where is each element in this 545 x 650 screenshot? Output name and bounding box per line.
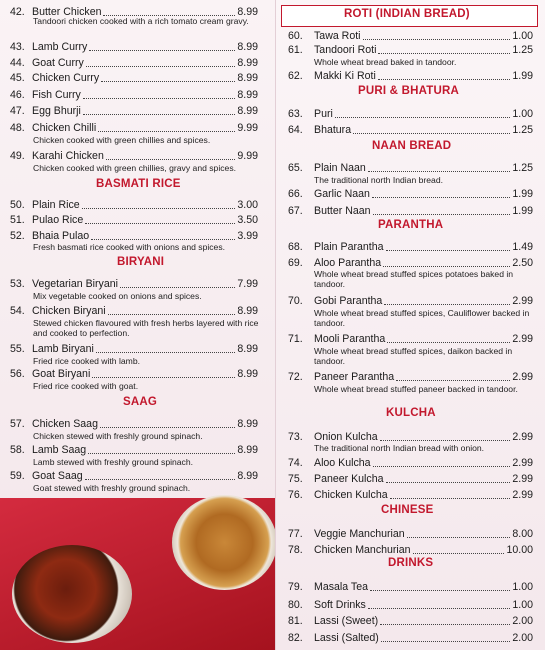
dotted-leader	[386, 482, 510, 483]
dotted-leader	[370, 590, 510, 591]
menu-item	[288, 544, 533, 556]
dotted-leader	[88, 453, 235, 454]
item-price: 8.99	[237, 305, 258, 317]
item-description: Chicken stewed with freshly ground spinach.	[33, 431, 203, 441]
item-name: Bhatura	[314, 124, 352, 136]
menu-item	[10, 72, 258, 84]
dotted-leader	[120, 287, 235, 288]
menu-item	[10, 214, 258, 226]
item-price: 1.99	[512, 188, 533, 200]
item-number: 61.	[288, 44, 303, 56]
item-number: 66.	[288, 188, 303, 200]
item-name: Chicken Curry	[32, 72, 100, 84]
item-number: 65.	[288, 162, 303, 174]
item-name: Karahi Chicken	[32, 150, 104, 162]
item-name: Onion Kulcha	[314, 431, 378, 443]
item-number: 49.	[10, 150, 25, 162]
item-number: 47.	[10, 105, 25, 117]
item-number: 69.	[288, 257, 303, 269]
item-price: 8.99	[237, 57, 258, 69]
menu-item	[288, 599, 533, 611]
dotted-leader	[85, 223, 235, 224]
item-number: 42.	[10, 6, 25, 18]
item-number: 78.	[288, 544, 303, 556]
item-number: 77.	[288, 528, 303, 540]
dotted-leader	[380, 440, 510, 441]
menu-item	[288, 124, 533, 136]
item-price: 1.25	[512, 44, 533, 56]
item-price: 3.50	[237, 214, 258, 226]
menu-item	[288, 528, 533, 540]
menu-item	[288, 615, 533, 627]
dotted-leader	[335, 117, 510, 118]
menu-item	[10, 41, 258, 53]
dotted-leader	[363, 39, 510, 40]
item-name: Chicken Chilli	[32, 122, 97, 134]
section-heading-roti: ROTI (INDIAN BREAD)	[344, 8, 470, 20]
menu-item	[10, 199, 258, 211]
dotted-leader	[353, 133, 510, 134]
section-heading-chinese: CHINESE	[381, 504, 434, 516]
item-price: 1.25	[512, 162, 533, 174]
menu-item	[10, 278, 258, 290]
dotted-leader	[373, 466, 510, 467]
item-number: 55.	[10, 343, 25, 355]
item-price: 1.00	[512, 599, 533, 611]
dotted-leader	[86, 66, 235, 67]
item-name: Masala Tea	[314, 581, 368, 593]
item-price: 8.99	[237, 6, 258, 18]
item-price: 2.99	[512, 431, 533, 443]
item-price: 1.00	[512, 108, 533, 120]
item-name: Soft Drinks	[314, 599, 366, 611]
item-description: Whole wheat bread stuffed spices, Cauliflower backed in tandoor.	[314, 308, 530, 328]
item-price: 8.99	[237, 343, 258, 355]
item-name: Chicken Biryani	[32, 305, 106, 317]
dotted-leader	[384, 304, 510, 305]
menu-item	[288, 473, 533, 485]
menu-item	[10, 444, 258, 456]
item-number: 73.	[288, 431, 303, 443]
item-name: Aloo Kulcha	[314, 457, 371, 469]
menu-item	[10, 122, 258, 134]
menu-item	[288, 70, 533, 82]
dotted-leader	[100, 427, 235, 428]
dotted-leader	[407, 537, 510, 538]
item-number: 44.	[10, 57, 25, 69]
dotted-leader	[85, 479, 235, 480]
menu-item	[288, 295, 533, 307]
item-description: Fried rice cooked with goat.	[33, 381, 139, 391]
item-number: 63.	[288, 108, 303, 120]
item-name: Pulao Rice	[32, 214, 84, 226]
item-price: 1.00	[512, 30, 533, 42]
dotted-leader	[82, 208, 235, 209]
item-price: 2.00	[512, 615, 533, 627]
item-price: 1.00	[512, 581, 533, 593]
item-number: 52.	[10, 230, 25, 242]
item-price: 8.99	[237, 470, 258, 482]
section-heading-puri: PURI & BHATURA	[358, 85, 459, 97]
menu-item	[10, 368, 258, 380]
item-name: Egg Bhurji	[32, 105, 81, 117]
item-number: 71.	[288, 333, 303, 345]
menu-item	[288, 205, 533, 217]
item-description: Mix vegetable cooked on onions and spices.	[33, 291, 202, 301]
menu-item	[10, 343, 258, 355]
item-name: Lamb Biryani	[32, 343, 94, 355]
item-name: Plain Parantha	[314, 241, 384, 253]
item-description: Fried rice cooked with lamb.	[33, 356, 140, 366]
item-number: 56.	[10, 368, 25, 380]
menu-item	[10, 305, 258, 317]
item-name: Plain Rice	[32, 199, 80, 211]
item-description: Tandoori chicken cooked with a rich tomato cream gravy.	[33, 16, 249, 26]
item-name: Goat Saag	[32, 470, 83, 482]
item-name: Vegetarian Biryani	[32, 278, 118, 290]
dotted-leader	[368, 608, 510, 609]
dotted-leader	[83, 98, 235, 99]
item-name: Lassi (Sweet)	[314, 615, 379, 627]
menu-item	[288, 457, 533, 469]
section-heading-kulcha: KULCHA	[386, 407, 436, 419]
item-price: 8.99	[237, 444, 258, 456]
dotted-leader	[380, 624, 510, 625]
item-price: 8.99	[237, 41, 258, 53]
biryani-dish-photo	[172, 495, 277, 590]
item-number: 51.	[10, 214, 25, 226]
dotted-leader	[89, 50, 235, 51]
item-price: 2.00	[512, 632, 533, 644]
item-number: 80.	[288, 599, 303, 611]
item-number: 50.	[10, 199, 25, 211]
dotted-leader	[108, 314, 235, 315]
item-number: 46.	[10, 89, 25, 101]
menu-item	[10, 418, 258, 430]
item-price: 9.99	[237, 150, 258, 162]
item-number: 48.	[10, 122, 25, 134]
menu-item	[288, 162, 533, 174]
item-price: 1.25	[512, 124, 533, 136]
menu-item	[10, 105, 258, 117]
item-price: 1.49	[512, 241, 533, 253]
item-number: 79.	[288, 581, 303, 593]
dotted-leader	[372, 197, 510, 198]
item-price: 2.99	[512, 333, 533, 345]
menu-item	[10, 470, 258, 482]
dotted-leader	[106, 159, 235, 160]
menu-item	[288, 108, 533, 120]
item-description: The traditional north Indian bread.	[314, 175, 443, 185]
item-name: Goat Biryani	[32, 368, 91, 380]
item-name: Paneer Kulcha	[314, 473, 384, 485]
item-name: Aloo Parantha	[314, 257, 382, 269]
menu-item	[10, 89, 258, 101]
menu-item	[10, 150, 258, 162]
item-name: Tandoori Roti	[314, 44, 377, 56]
item-description: Goat stewed with freshly ground spinach.	[33, 483, 191, 493]
item-name: Butter Naan	[314, 205, 371, 217]
item-price: 2.99	[512, 295, 533, 307]
dotted-leader	[373, 214, 510, 215]
menu-item	[288, 257, 533, 269]
section-heading-naan: NAAN BREAD	[372, 140, 452, 152]
item-number: 58.	[10, 444, 25, 456]
item-number: 76.	[288, 489, 303, 501]
item-description: The traditional north Indian bread with onion.	[314, 443, 485, 453]
item-name: Mooli Parantha	[314, 333, 386, 345]
menu-item	[288, 632, 533, 644]
item-price: 8.99	[237, 105, 258, 117]
item-number: 67.	[288, 205, 303, 217]
item-name: Gobi Parantha	[314, 295, 383, 307]
item-price: 2.99	[512, 489, 533, 501]
item-name: Bhaia Pulao	[32, 230, 90, 242]
item-number: 75.	[288, 473, 303, 485]
dotted-leader	[378, 79, 510, 80]
curry-dish-photo	[12, 545, 132, 643]
item-description: Stewed chicken flavoured with fresh herbs layered with rice and cooked to perfection.	[33, 318, 259, 338]
item-description: Whole wheat bread stuffed spices potatoes baked in tandoor.	[314, 269, 514, 289]
item-price: 2.99	[512, 371, 533, 383]
dotted-leader	[390, 498, 510, 499]
item-number: 43.	[10, 41, 25, 53]
item-number: 74.	[288, 457, 303, 469]
item-name: Veggie Manchurian	[314, 528, 405, 540]
dotted-leader	[91, 239, 235, 240]
dotted-leader	[396, 380, 510, 381]
section-heading-basmati: BASMATI RICE	[96, 178, 181, 190]
item-number: 72.	[288, 371, 303, 383]
menu-item	[288, 371, 533, 383]
item-name: Lassi (Salted)	[314, 632, 379, 644]
item-number: 45.	[10, 72, 25, 84]
section-heading-drinks: DRINKS	[388, 557, 434, 569]
item-name: Fish Curry	[32, 89, 81, 101]
menu-item	[10, 230, 258, 242]
item-number: 82.	[288, 632, 303, 644]
item-number: 57.	[10, 418, 25, 430]
item-price: 8.99	[237, 418, 258, 430]
dotted-leader	[83, 114, 235, 115]
menu-item	[288, 489, 533, 501]
item-name: Makki Ki Roti	[314, 70, 376, 82]
item-price: 1.99	[512, 205, 533, 217]
item-name: Puri	[314, 108, 333, 120]
menu-item	[288, 333, 533, 345]
menu-item	[288, 44, 533, 56]
item-description: Whole wheat bread stuffed spices, daikon backed in tandoor.	[314, 346, 513, 366]
dotted-leader	[383, 266, 510, 267]
item-number: 60.	[288, 30, 303, 42]
menu-item	[288, 431, 533, 443]
item-description: Fresh basmati rice cooked with onions and spices.	[33, 242, 226, 252]
item-name: Chicken Kulcha	[314, 489, 388, 501]
item-price: 7.99	[237, 278, 258, 290]
item-number: 53.	[10, 278, 25, 290]
item-name: Butter Chicken	[32, 6, 102, 18]
item-price: 3.00	[237, 199, 258, 211]
item-name: Chicken Manchurian	[314, 544, 411, 556]
section-heading-saag: SAAG	[123, 396, 158, 408]
item-name: Paneer Parantha	[314, 371, 395, 383]
item-number: 54.	[10, 305, 25, 317]
item-number: 62.	[288, 70, 303, 82]
item-price: 8.99	[237, 89, 258, 101]
item-name: Lamb Curry	[32, 41, 88, 53]
item-number: 81.	[288, 615, 303, 627]
right-menu-column	[275, 0, 545, 650]
item-price: 1.99	[512, 70, 533, 82]
item-price: 2.50	[512, 257, 533, 269]
dotted-leader	[387, 342, 510, 343]
menu-item	[288, 30, 533, 42]
item-price: 8.00	[512, 528, 533, 540]
item-price: 8.99	[237, 368, 258, 380]
dotted-leader	[101, 81, 235, 82]
item-description: Chicken cooked with green chillies, gravy and spices.	[33, 163, 237, 173]
item-price: 2.99	[512, 457, 533, 469]
item-name: Plain Naan	[314, 162, 366, 174]
item-name: Goat Curry	[32, 57, 84, 69]
item-price: 9.99	[237, 122, 258, 134]
dotted-leader	[386, 250, 510, 251]
item-description: Chicken cooked with green chillies and spices.	[33, 135, 211, 145]
item-number: 64.	[288, 124, 303, 136]
dotted-leader	[413, 553, 504, 554]
menu-item	[288, 581, 533, 593]
item-name: Lamb Saag	[32, 444, 87, 456]
item-description: Whole wheat bread stuffed paneer backed in tandoor.	[314, 384, 518, 394]
dotted-leader	[378, 53, 510, 54]
dotted-leader	[96, 352, 235, 353]
item-description: Lamb stewed with freshly ground spinach.	[33, 457, 194, 467]
item-price: 10.00	[506, 544, 533, 556]
dotted-leader	[92, 377, 235, 378]
section-heading-parantha: PARANTHA	[378, 219, 444, 231]
menu-item	[10, 57, 258, 69]
item-price: 8.99	[237, 72, 258, 84]
dotted-leader	[381, 641, 510, 642]
item-name: Tawa Roti	[314, 30, 361, 42]
menu-item	[288, 188, 533, 200]
dotted-leader	[98, 131, 235, 132]
item-price: 2.99	[512, 473, 533, 485]
section-heading-biryani: BIRYANI	[117, 256, 165, 268]
dotted-leader	[368, 171, 510, 172]
menu-item	[288, 241, 533, 253]
item-description: Whole wheat bread baked in tandoor.	[314, 57, 457, 67]
item-number: 70.	[288, 295, 303, 307]
item-name: Garlic Naan	[314, 188, 370, 200]
item-name: Chicken Saag	[32, 418, 98, 430]
item-number: 59.	[10, 470, 25, 482]
item-price: 3.99	[237, 230, 258, 242]
item-number: 68.	[288, 241, 303, 253]
